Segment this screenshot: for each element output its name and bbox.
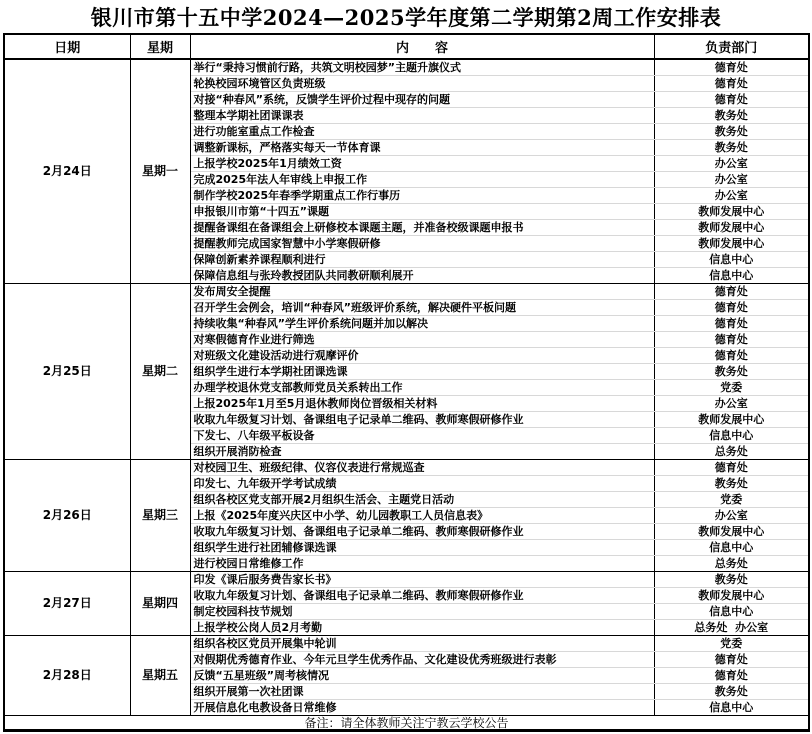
dept-cell: 党委 [654,492,808,508]
content-cell: 上报学校2025年1月绩效工资 [190,156,654,172]
content-cell: 进行功能室重点工作检查 [190,124,654,140]
dept-cell: 德育处 [654,652,808,668]
content-cell: 组织开展消防检查 [190,444,654,460]
dept-cell: 教务处 [654,684,808,700]
dept-cell: 办公室 [654,396,808,412]
dept-cell: 教务处 [654,140,808,156]
content-cell: 印发七、九年级开学考试成绩 [190,476,654,492]
dept-cell: 教师发展中心 [654,220,808,236]
dept-cell: 德育处 [654,284,808,300]
dept-cell: 办公室 [654,188,808,204]
content-cell: 上报《2025年度兴庆区中小学、幼儿园教职工人员信息表》 [190,508,654,524]
content-cell: 反馈“五星班级”周考核情况 [190,668,654,684]
dept-cell: 教师发展中心 [654,524,808,540]
content-cell: 制定校园科技节规划 [190,604,654,620]
dept-cell: 总务处 [654,556,808,572]
content-cell: 召开学生会例会，培训“种春风”班级评价系统，解决硬件平板问题 [190,300,654,316]
dept-cell: 教师发展中心 [654,204,808,220]
dept-cell: 信息中心 [654,700,808,716]
dept-cell: 德育处 [654,76,808,92]
content-cell: 制作学校2025年春季学期重点工作行事历 [190,188,654,204]
table-row [5,572,808,588]
content-cell: 组织开展第一次社团课 [190,684,654,700]
page-title: 银川市第十五中学2024—2025学年度第二学期第2周工作安排表 [90,5,722,30]
dept-cell: 教务处 [654,572,808,588]
content-cell: 收取九年级复习计划、备课组电子记录单二维码、教师寒假研修作业 [190,412,654,428]
weekday-cell: 星期二 [130,284,190,460]
content-cell: 对寒假德育作业进行筛选 [190,332,654,348]
weekday-cell: 星期四 [130,572,190,636]
date-cell: 2月28日 [5,636,130,716]
header-content: 内 容 [190,35,654,59]
content-cell: 组织各校区党员开展集中轮训 [190,636,654,652]
content-cell: 完成2025年法人年审线上申报工作 [190,172,654,188]
dept-cell: 德育处 [654,332,808,348]
table-row [5,636,808,652]
content-cell: 持续收集“种春风”学生评价系统问题并加以解决 [190,316,654,332]
dept-cell: 总务处 办公室 [654,620,808,636]
dept-cell: 德育处 [654,460,808,476]
content-cell: 提醒备课组在备课组会上研修校本课题主题，并准备校级课题申报书 [190,220,654,236]
dept-cell: 信息中心 [654,268,808,284]
schedule-sheet [3,33,810,732]
header-row [5,35,808,59]
content-cell: 举行“秉持习惯前行路，共筑文明校园梦”主题升旗仪式 [190,59,654,76]
weekday-cell: 星期一 [130,59,190,284]
date-cell: 2月24日 [5,59,130,284]
dept-cell: 教师发展中心 [654,588,808,604]
table-row [5,59,808,76]
content-cell: 进行校园日常维修工作 [190,556,654,572]
table-row [5,284,808,300]
header-dept: 负责部门 [654,35,808,59]
content-cell: 申报银川市第“十四五”课题 [190,204,654,220]
content-cell: 收取九年级复习计划、备课组电子记录单二维码、教师寒假研修作业 [190,524,654,540]
date-cell: 2月27日 [5,572,130,636]
content-cell: 组织学生进行本学期社团课选课 [190,364,654,380]
dept-cell: 教师发展中心 [654,236,808,252]
dept-cell: 办公室 [654,172,808,188]
content-cell: 收取九年级复习计划、备课组电子记录单二维码、教师寒假研修作业 [190,588,654,604]
dept-cell: 德育处 [654,348,808,364]
dept-cell: 德育处 [654,316,808,332]
dept-cell: 教务处 [654,124,808,140]
content-cell: 对接“种春风”系统，反馈学生评价过程中现存的问题 [190,92,654,108]
dept-cell: 德育处 [654,92,808,108]
content-cell: 整理本学期社团课课表 [190,108,654,124]
date-cell: 2月26日 [5,460,130,572]
dept-cell: 信息中心 [654,604,808,620]
dept-cell: 德育处 [654,300,808,316]
dept-cell: 办公室 [654,156,808,172]
weekday-cell: 星期五 [130,636,190,716]
footer-row [5,716,808,732]
weekday-cell: 星期三 [130,460,190,572]
dept-cell: 信息中心 [654,428,808,444]
header-date: 日期 [5,35,130,59]
content-cell: 轮换校园环境管区负责班级 [190,76,654,92]
content-cell: 提醒教师完成国家智慧中小学寒假研修 [190,236,654,252]
content-cell: 下发七、八年级平板设备 [190,428,654,444]
dept-cell: 德育处 [654,668,808,684]
content-cell: 保障创新素养课程顺利进行 [190,252,654,268]
content-cell: 发布周安全提醒 [190,284,654,300]
dept-cell: 教务处 [654,364,808,380]
dept-cell: 德育处 [654,59,808,76]
date-cell: 2月25日 [5,284,130,460]
content-cell: 调整新课标，严格落实每天一节体育课 [190,140,654,156]
dept-cell: 教务处 [654,476,808,492]
content-cell: 保障信息组与张玲教授团队共同教研顺利展开 [190,268,654,284]
table-row [5,460,808,476]
content-cell: 组织各校区党支部开展2月组织生活会、主题党日活动 [190,492,654,508]
dept-cell: 党委 [654,380,808,396]
schedule-body [5,59,808,716]
schedule-table [5,35,808,731]
content-cell: 上报学校公岗人员2月考勤 [190,620,654,636]
dept-cell: 办公室 [654,508,808,524]
footer-note: 备注：请全体教师关注宁教云学校公告 [304,716,509,730]
content-cell: 开展信息化电教设备日常维修 [190,700,654,716]
content-cell: 组织学生进行社团辅修课选课 [190,540,654,556]
dept-cell: 教师发展中心 [654,412,808,428]
dept-cell: 信息中心 [654,540,808,556]
dept-cell: 党委 [654,636,808,652]
dept-cell: 教务处 [654,108,808,124]
content-cell: 对校园卫生、班级纪律、仪容仪表进行常规巡查 [190,460,654,476]
content-cell: 对假期优秀德育作业、今年元旦学生优秀作品、文化建设优秀班级进行表彰 [190,652,654,668]
content-cell: 上报2025年1月至5月退休教师岗位晋级相关材料 [190,396,654,412]
content-cell: 印发《课后服务费告家长书》 [190,572,654,588]
dept-cell: 总务处 [654,444,808,460]
content-cell: 办理学校退休党支部教师党员关系转出工作 [190,380,654,396]
header-weekday: 星期 [130,35,190,59]
dept-cell: 信息中心 [654,252,808,268]
content-cell: 对班级文化建设活动进行观摩评价 [190,348,654,364]
